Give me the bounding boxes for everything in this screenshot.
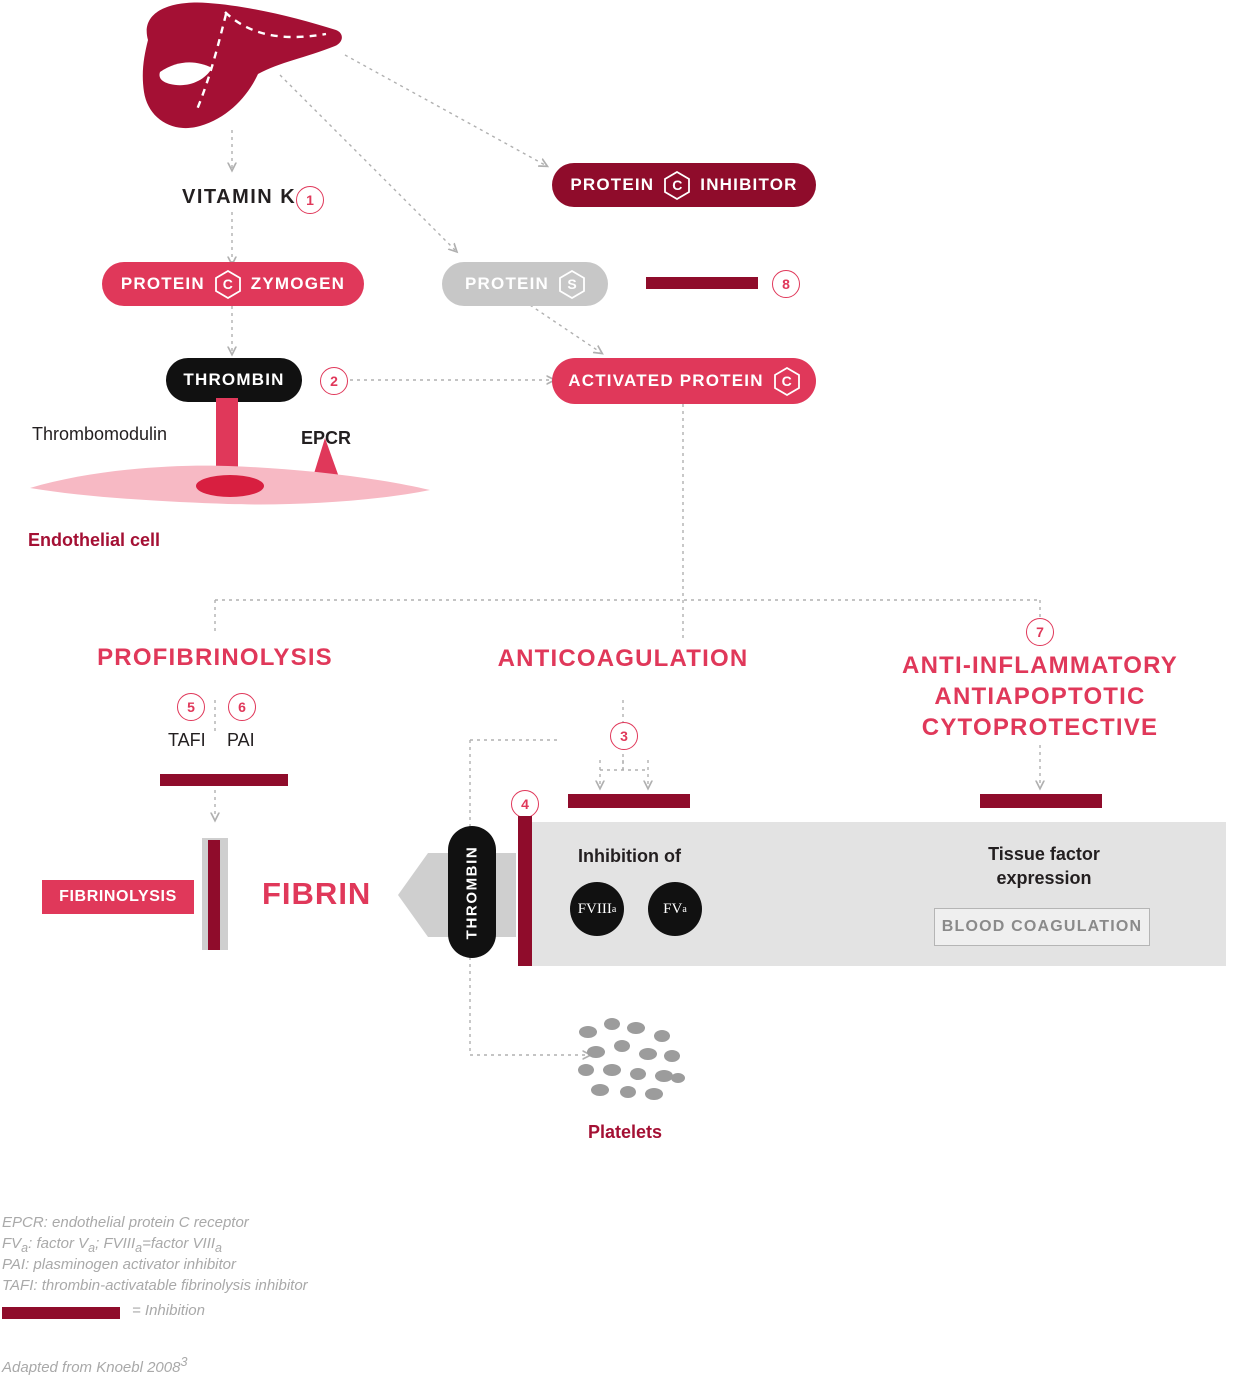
pai-label: PAI: [227, 730, 255, 750]
protein-c-zymogen-suffix: ZYMOGEN: [250, 274, 346, 293]
legend-line-tafi: TAFI: thrombin-activatable fibrinolysis inhibitor: [2, 1277, 308, 1294]
source-superscript: 3: [180, 1355, 188, 1369]
fva-subscript: a: [682, 903, 687, 915]
anti-inflammatory-heading-line2: ANTIAPOPTOTIC: [934, 683, 1146, 710]
hexagon-c-letter: C: [781, 373, 792, 389]
endothelial-cell-illustration: [20, 398, 440, 528]
profibrinolysis-heading: PROFIBRINOLYSIS: [97, 644, 333, 671]
hexagon-s-letter: S: [567, 276, 577, 292]
thrombin-vertical-label: THROMBIN: [463, 845, 481, 939]
anticoagulation-heading: ANTICOAGULATION: [497, 645, 749, 672]
endothelial-cell-label: Endothelial cell: [28, 530, 161, 550]
legend-fviii-text: ; FVIII: [95, 1235, 136, 1252]
legend-inhibition-bar: [2, 1307, 120, 1319]
activated-protein-c-node[interactable]: [552, 358, 816, 404]
number-badge-4: 4: [511, 790, 539, 818]
activated-protein-c-prefix: ACTIVATED PROTEIN: [568, 371, 764, 390]
legend-inhibition-label: = Inhibition: [132, 1302, 205, 1319]
platelets-label: Platelets: [588, 1122, 663, 1142]
legend-fviii-sub: a: [135, 1241, 143, 1255]
hexagon-s-icon: [559, 270, 585, 299]
protein-c-inhibitor-prefix: PROTEIN: [570, 175, 655, 194]
anti-inflammatory-heading-line1: ANTI-INFLAMMATORY: [902, 652, 1178, 679]
fibrin-label: FIBRIN: [262, 876, 372, 911]
platelets-illustration: [572, 1012, 694, 1108]
thrombin-node[interactable]: [166, 358, 302, 402]
legend-line-pai: PAI: plasminogen activator inhibitor: [2, 1256, 237, 1273]
number-badge-5: 5: [177, 693, 205, 721]
fibrinolysis-label: FIBRINOLYSIS: [59, 888, 177, 905]
fibrinolysis-node[interactable]: [42, 880, 194, 914]
number-badge-7: 7: [1026, 618, 1054, 646]
hexagon-c-icon: [215, 270, 241, 299]
legend-fv: FV: [2, 1235, 22, 1252]
blood-coagulation-box: [934, 908, 1150, 946]
hexagon-c-letter: C: [222, 276, 233, 292]
inhibition-bar-anticoagulation: [568, 794, 690, 808]
thrombomodulin-label: Thrombomodulin: [32, 424, 168, 444]
fviiia-subscript: a: [611, 903, 617, 915]
number-badge-2: 2: [320, 367, 348, 395]
inhibition-bar-8: [646, 277, 758, 289]
number-badge-1: 1: [296, 186, 324, 214]
number-badge-6: 6: [228, 693, 256, 721]
blood-coagulation-label: BLOOD COAGULATION: [941, 918, 1143, 935]
source-text: Adapted from Knoebl 2008: [2, 1359, 181, 1376]
legend-line-epcr: EPCR: endothelial protein C receptor: [2, 1214, 249, 1231]
tafi-label: TAFI: [168, 730, 206, 750]
tissue-factor-line1: Tissue factor: [988, 844, 1100, 864]
inhibition-bar-tafi-pai: [160, 774, 288, 786]
hexagon-c-icon: [664, 171, 690, 200]
vitamin-k-label: VITAMIN K: [182, 186, 297, 208]
protein-c-zymogen-prefix: PROTEIN: [120, 274, 205, 293]
number-badge-3: 3: [610, 722, 638, 750]
protein-c-inhibitor-suffix: INHIBITOR: [700, 175, 798, 194]
legend-fv-sub: a: [21, 1241, 29, 1255]
legend-fv-sub2: a: [88, 1241, 96, 1255]
legend-fviii-sub2: a: [215, 1241, 222, 1255]
fviiia-label: FVIII: [577, 900, 612, 917]
number-badge-8: 8: [772, 270, 800, 298]
fviiia-circle: [570, 882, 624, 936]
legend-fv-text: : factor V: [28, 1235, 89, 1252]
inhibition-bar-thrombin: [518, 816, 532, 966]
fva-label: FV: [663, 900, 683, 917]
thrombin-vertical-node[interactable]: [448, 826, 496, 958]
anti-inflammatory-heading-line3: CYTOPROTECTIVE: [921, 714, 1159, 741]
source-citation: [2, 1352, 187, 1378]
hexagon-c-letter: C: [672, 177, 683, 193]
liver-illustration: [130, 0, 360, 140]
inhibition-bar-tissue-factor: [980, 794, 1102, 808]
tissue-factor-line2: expression: [996, 868, 1092, 888]
inhibition-bar-fibrinolysis: [208, 840, 220, 950]
fva-circle: [648, 882, 702, 936]
protein-c-zymogen-node[interactable]: [102, 262, 364, 306]
protein-c-inhibitor-node[interactable]: [552, 163, 816, 207]
inhibition-of-label: Inhibition of: [578, 846, 681, 866]
legend-fviii-text2: =factor VIII: [142, 1235, 216, 1252]
hexagon-c-icon: [774, 367, 800, 396]
thrombin-label: THROMBIN: [183, 370, 285, 389]
protein-s-node[interactable]: [442, 262, 608, 306]
epcr-label: EPCR: [301, 428, 352, 448]
protein-s-prefix: PROTEIN: [465, 274, 549, 293]
